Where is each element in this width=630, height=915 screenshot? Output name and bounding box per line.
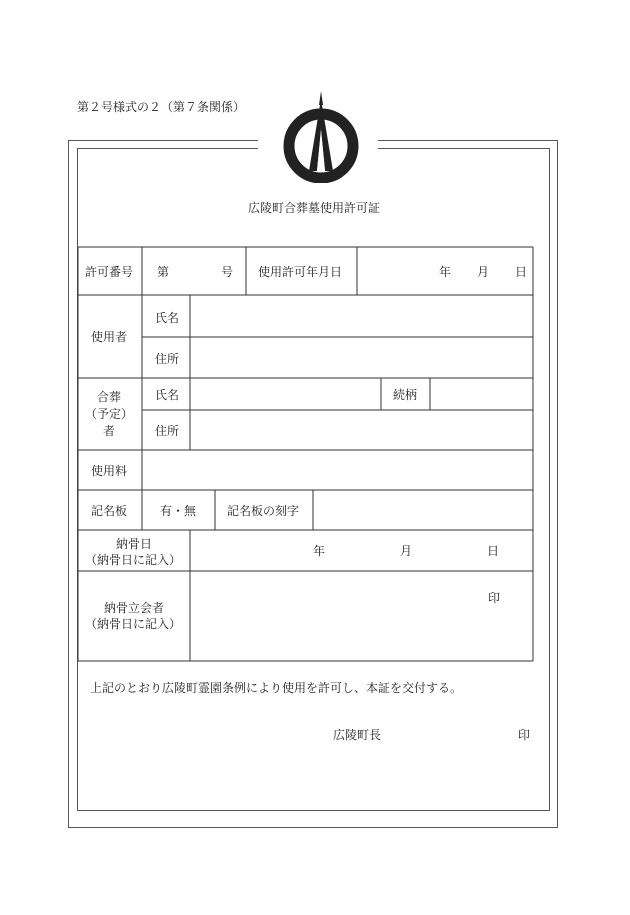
nameplate-engraving-field[interactable] — [315, 492, 531, 528]
permit-number-field[interactable] — [170, 257, 218, 285]
form-number: 第２号様式の２（第７条関係） — [77, 100, 246, 114]
issuance-statement: 上記のとおり広陵町霊園条例により使用を許可し、本証を交付する。 — [90, 681, 463, 695]
permit-date-month: 月 — [477, 265, 490, 279]
issuer-seal-mark: 印 — [518, 728, 531, 742]
interred-address-field[interactable] — [192, 412, 531, 448]
document-title: 広陵町合葬墓使用許可証 — [248, 201, 381, 215]
user-address-label: 住所 — [155, 352, 180, 366]
interment-date-day: 日 — [487, 544, 500, 558]
interred-label-line1: 合葬 — [97, 390, 122, 404]
interred-label-line2: （予定） — [85, 407, 134, 421]
interment-date-field[interactable] — [200, 534, 300, 566]
permit-date-day: 日 — [515, 265, 528, 279]
interred-relation-field[interactable] — [432, 380, 531, 408]
interred-address-label: 住所 — [155, 424, 180, 438]
witness-field[interactable] — [192, 573, 472, 659]
permit-date-year: 年 — [439, 265, 452, 279]
interred-name-field[interactable] — [192, 380, 379, 408]
nameplate-option[interactable]: 有・無 — [160, 504, 197, 518]
permit-number-suffix: 号 — [221, 265, 234, 279]
interment-date-month: 月 — [400, 544, 413, 558]
interment-date-label-line2: （納骨日に記入） — [85, 553, 182, 567]
witness-seal-mark: 印 — [488, 591, 501, 605]
interred-relation-label: 続柄 — [393, 388, 418, 402]
fee-label: 使用料 — [91, 464, 128, 478]
user-name-label: 氏名 — [155, 311, 180, 325]
interment-date-year: 年 — [313, 544, 326, 558]
interred-label-line3: 者 — [103, 424, 116, 438]
witness-label-line2: （納骨日に記入） — [85, 617, 182, 631]
nameplate-label: 記名板 — [91, 504, 128, 518]
permit-number-label: 許可番号 — [85, 265, 134, 279]
user-address-field[interactable] — [192, 339, 531, 376]
nameplate-engraving-label: 記名板の刻字 — [227, 504, 300, 518]
interment-date-label-line1: 納骨日 — [116, 537, 153, 551]
user-label: 使用者 — [91, 330, 128, 344]
permit-date-label: 使用許可年月日 — [258, 265, 343, 279]
permit-date-field[interactable] — [362, 257, 432, 285]
fee-field[interactable] — [144, 452, 531, 488]
interred-name-label: 氏名 — [155, 388, 180, 402]
witness-label-line1: 納骨立会者 — [104, 601, 165, 615]
issuer-title: 広陵町長 — [333, 728, 382, 742]
permit-number-prefix: 第 — [157, 265, 170, 279]
user-name-field[interactable] — [192, 297, 531, 335]
